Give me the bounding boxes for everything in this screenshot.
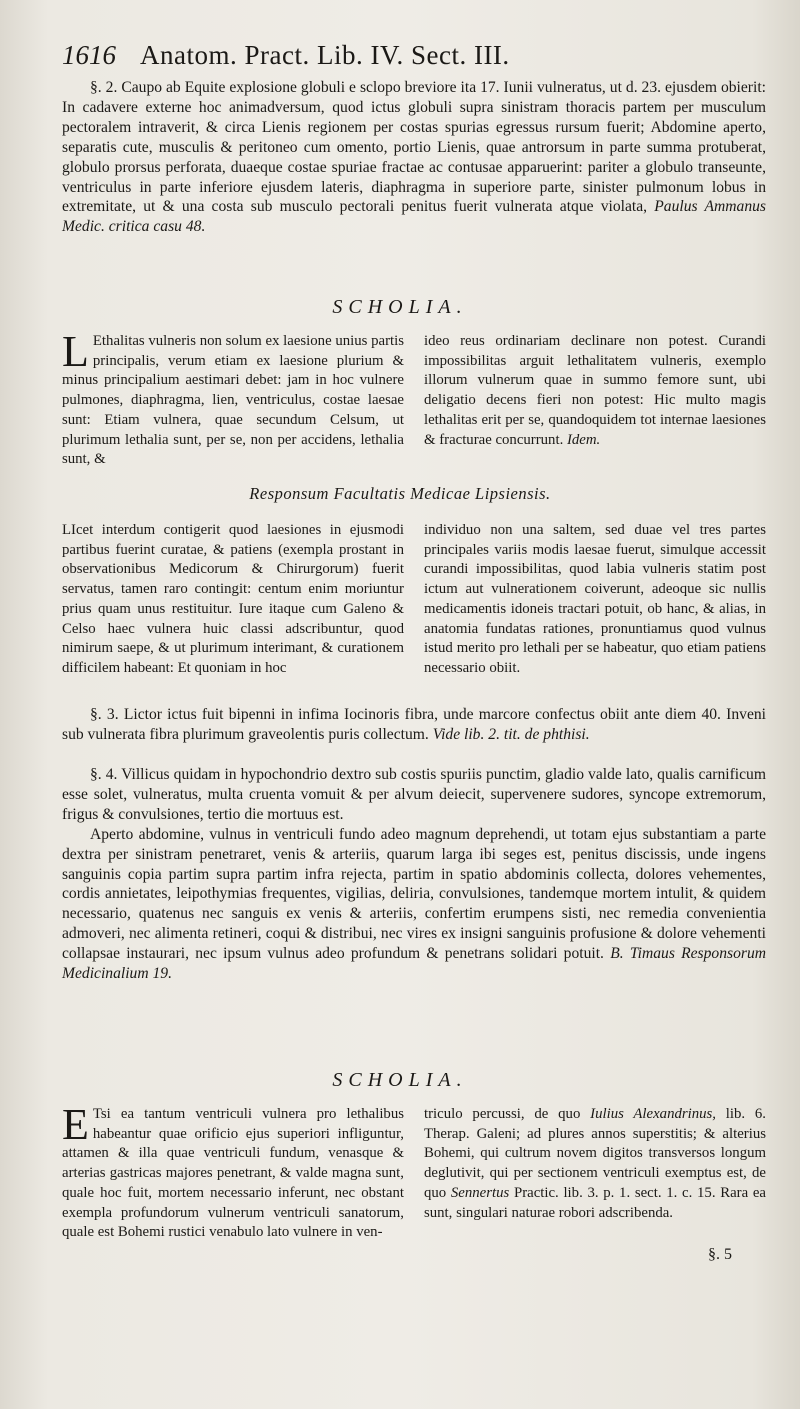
section-3-number: §. 3. [90, 706, 119, 723]
section-2-paragraph [62, 78, 766, 237]
running-head [62, 40, 770, 71]
section-3 [62, 705, 766, 745]
scholia-1-right-column [424, 332, 766, 470]
section-4-reference: B. Timaus Responsorum Medicinalium 19. [62, 945, 767, 983]
drop-cap-2: E [62, 1100, 89, 1149]
responsum-columns [62, 521, 766, 679]
section-2-number: §. 2. [90, 79, 118, 96]
section-4-number: §. 4. [90, 766, 118, 783]
scholia-2-left-text: Tsi ea tantum ventriculi vulnera pro lethalibus habeantur quae orificio ejus superiori infliguntur, attamen & illa quae ventriculi fundum, venasque & arterias gastricas majores penetrant, & valde magna sunt, quale hoc fuit, mortem necessario inferunt, nec obstant exempla profundorum vulnerum ventriculi sanatorum, quale est Bohemi rustici venabulo lato vulnere in ven- [62, 1106, 404, 1241]
scholia-2-right-text-a: triculo percussi, de quo [424, 1106, 581, 1122]
scholia-2-reference-2: Sennertus [450, 1184, 510, 1201]
scholia-2-columns [62, 1100, 767, 1243]
scholia-2-right-column [424, 1105, 766, 1243]
scholia-2-left-column [62, 1100, 404, 1243]
scholia-heading-2: SCHOLIA. [332, 1069, 468, 1091]
scholia-1-left-column [62, 327, 404, 470]
scholia-1-left-text: Ethalitas vulneris non solum ex laesione unius partis principalis, verum etiam ex laesione plurium & minus principalium aestimari debet: jam in hoc vulnere pulmones, diaphragma, lien, ventriculus, costae laesae sunt: Etiam vulnera, quae secundum Celsum, ut plurimum lethalia sunt, per se, non per accidens, lethalia sunt, & [62, 333, 404, 468]
scholia-1-columns [62, 327, 766, 470]
responsum-right-column [424, 521, 766, 679]
section-4 [62, 765, 766, 984]
scholia-1-reference: Idem. [566, 431, 601, 448]
section-3-reference: Vide lib. 2. tit. de phthisi. [432, 725, 590, 743]
catchword: §. 5 [708, 1246, 732, 1263]
drop-cap: L [62, 327, 89, 376]
scholia-1-right-text: ideo reus ordinariam declinare non potest. Curandi impossibilitas arguit lethalitatem vulneris, exemplo illorum vulnerum quae in summo femore sunt, ubi deligatio decens fieri non potest: Hic multo magis lethalitas erit per se, quandoquidem tot internae laesiones & fracturae concurrunt. [424, 333, 766, 448]
scholia-heading-1: SCHOLIA. [332, 296, 468, 318]
scholia-2-right-text-c: Practic. lib. 3. p. 1. sect. 1. c. 15. Rara ea sunt, singulari naturae robori adscribenda. [424, 1184, 766, 1221]
responsum-left-text: LIcet interdum contigerit quod laesiones in ejusmodi partibus fuerint curatae, & patiens (exempla prostant in observationibus Medicorum & Chirurgorum) fuerit servatus, tamen raro contingit: centum enim moriuntur prius quam unus restituitur. Iure itaque cum Galeno & Celso haec vulnera huic classi adscribuntur, quod nimirum saepe, & ut plurimum interimant, & curationem difficilem habeant: Et quoniam in hoc [62, 522, 404, 676]
section-2-reference: Paulus Ammanus Medic. critica casu 48. [62, 198, 766, 236]
scholia-2-reference-1: Iulius Alexandrinus, [590, 1106, 716, 1122]
section-4-text: Villicus quidam in hypochondrio dextro sub costis spuriis punctim, gladio valde lato, qualis carnificum esse solet, vulneratus, multa cruenta vomuit & per alvum deiecit, supervenere sudores, syncope extremorum, frigus & convulsiones, tertio die mortuus est. [62, 766, 766, 823]
responsum-right-text: individuo non una saltem, sed duae vel tres partes principales variis modis laesae fuerut, simulque accessit curandi impossibilitas, quod labia vulneris statim post ictum aut vulnerationem coiverunt, adeoque sic nullis medicamentis idoneis tractari potuit, ob hanc, & alias, in anatomia fundatas rationes, pronuntiamus quod vulnus istud merito pro lethali per se habeatur, quo etiam patiens necessario obiit. [424, 522, 766, 676]
responsum-heading: Responsum Facultatis Medicae Lipsiensis. [249, 484, 551, 503]
section-2 [62, 78, 766, 237]
running-title: Anatom. Pract. Lib. IV. Sect. III. [140, 40, 510, 70]
section-4-text-2: Aperto abdomine, vulnus in ventriculi fundo adeo magnum deprehendi, ut totam ejus substantiam a parte dextra per sinistram penetraret, venis & arteriis, quarum larga ibi seges est, penitus discissis, unde ingens sanguinis copia partim supra partim infra rejecta, partim in spatio abdominis collecta, dolores vehementes, cordis annietates, leipothymias frequentes, vigilias, deliria, convulsiones, tandemque mortem intulit, & quidem necessario, quatenus nec sanguis ex venis & arteriis, confertim erumpens sisti, nec remedia convenientia admoveri, nec alimenta retineri, coqui & distribui, nec vires ex insigni sanguinis profusione & dolore vehementi collapsae instaurari, nec ipsum vulnus adeo profundum & penetrans solidari potuit. [62, 825, 766, 963]
section-3-text: Lictor ictus fuit bipenni in infima Iocinoris fibra, unde marcore confectus obiit ante diem 40. Inveni sub vulnerata fibra plurimum graveolentis puris collectum. [62, 706, 767, 743]
section-2-text: Caupo ab Equite explosione globuli e sclopo breviore ita 17. Iunii vulneratus, ut d. 23. ejusdem obierit: In cadavere externe hoc animadversum, quod ictus globuli supra sinistram thoracis partem per musculum pectoralem intraverit, & circa Lienis regionem per costas spurias egressus rursum fuerit; Abdomine aperto, separatis cute, musculis & peritoneo cum omento, portio Lienis, quae antrorsum in parte summa protuberat, globulo prorsus perforata, duaeque costae spuriae fractae ac contusae apparuerint: pariter a globulo transeunte, ventriculus in parte inferiore ejusdem lateris, diaphragma in superiore parte, sinister pulmonum lobus in extremitate, ut & una costa sub musculo pectorali penitus fuerit vulnerata atque violata, [62, 79, 766, 216]
page-number: 1616 [62, 40, 116, 70]
scholia-2-right-text-b: lib. 6. Therap. Galeni; ad plures annos superstitis; & alterius Bohemi, qui cultrum novem digitos transversos longum deglutivit, qui per sectionem ventriculi exemptus est, de quo [424, 1106, 767, 1201]
responsum-left-column [62, 521, 404, 679]
